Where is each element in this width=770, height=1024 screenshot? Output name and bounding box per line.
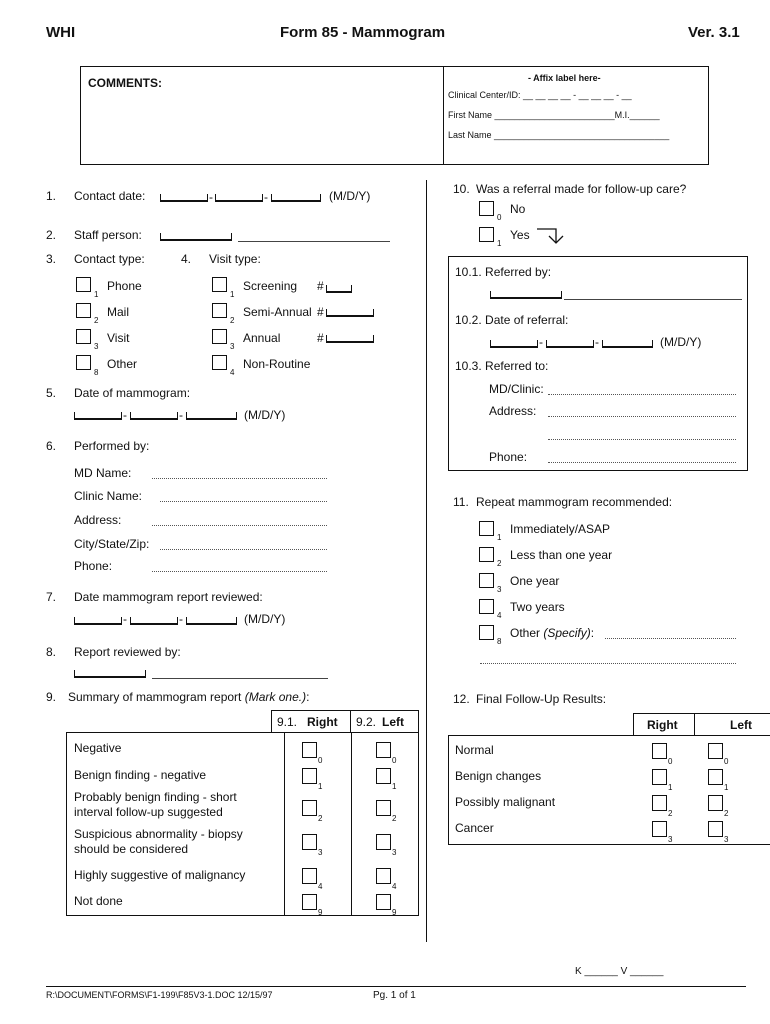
q12-label: Final Follow-Up Results: <box>476 692 607 706</box>
staff-name-field[interactable] <box>238 241 390 242</box>
q12-benign-right-checkbox[interactable] <box>652 769 667 785</box>
q9-suspicious-right-checkbox[interactable] <box>302 834 317 850</box>
mammo-date-day[interactable] <box>130 412 178 420</box>
contact-phone-label: Phone <box>107 279 142 293</box>
referral-date-month[interactable] <box>490 340 538 348</box>
contact-other-label: Other <box>107 357 138 371</box>
q12-possibly-malignant-left-checkbox[interactable] <box>708 795 723 811</box>
repeat-two-years-checkbox[interactable] <box>479 599 494 614</box>
repeat-other-specify-field-2[interactable] <box>480 663 736 664</box>
q12-number: 12. <box>453 692 470 706</box>
last-name-field[interactable]: Last Name ___________________________________ <box>448 130 670 140</box>
q6-label: Performed by: <box>74 439 150 453</box>
q9-row-label: Probably benign finding - short <box>74 790 237 804</box>
q9-left-header: Left <box>382 715 404 729</box>
q9-highly-suggestive-left-checkbox[interactable] <box>376 868 391 884</box>
q12-row-label: Normal <box>455 743 494 757</box>
q8-label: Report reviewed by: <box>74 645 181 659</box>
referral-address-field[interactable] <box>548 416 736 417</box>
q12-normal-right-checkbox[interactable] <box>652 743 667 759</box>
visit-screening-checkbox[interactable] <box>212 277 227 292</box>
visit-annual-checkbox[interactable] <box>212 329 227 344</box>
q9-probably-benign-left-checkbox[interactable] <box>376 800 391 816</box>
report-date-month[interactable] <box>74 617 122 625</box>
file-path: R:\DOCUMENT\FORMS\F1-199\F85V3-1.DOC 12/15/97 <box>46 990 273 1000</box>
form-version: Ver. 3.1 <box>688 24 740 41</box>
report-date-day[interactable] <box>130 617 178 625</box>
reviewer-name-field[interactable] <box>152 678 328 679</box>
semiannual-number-field[interactable] <box>326 309 374 317</box>
visit-annual-label: Annual <box>243 331 281 345</box>
q5-number: 5. <box>46 386 57 400</box>
visit-semiannual-label: Semi-Annual <box>243 305 312 319</box>
contact-visit-checkbox[interactable] <box>76 329 91 344</box>
q10-label: Was a referral made for follow-up care? <box>476 182 687 196</box>
q9-not-done-left-checkbox[interactable] <box>376 894 391 910</box>
first-name-field[interactable]: First Name ________________________M.I.______ <box>448 110 660 120</box>
clinic-name-label: Clinic Name: <box>74 489 143 503</box>
staff-id-field[interactable] <box>160 233 232 241</box>
q9-negative-right-checkbox[interactable] <box>302 742 317 758</box>
q9-row-label: Benign finding - negative <box>74 768 207 782</box>
q9-row-label: should be considered <box>74 842 189 856</box>
q5-label: Date of mammogram: <box>74 386 191 400</box>
referral-yes-label: Yes <box>510 228 530 242</box>
referral-address-label: Address: <box>489 404 537 418</box>
q9-row-label: Highly suggestive of malignancy <box>74 868 246 882</box>
comments-box <box>80 66 709 165</box>
q9-row-label: Suspicious abnormality - biopsy <box>74 827 243 841</box>
contact-mail-label: Mail <box>107 305 130 319</box>
q7-label: Date mammogram report reviewed: <box>74 590 263 604</box>
city-state-zip-field[interactable] <box>160 549 327 550</box>
q9-probably-benign-right-checkbox[interactable] <box>302 800 317 816</box>
column-divider <box>426 180 427 942</box>
q9-row-label: Negative <box>74 741 122 755</box>
q9-suspicious-left-checkbox[interactable] <box>376 834 391 850</box>
q9-row-label: Not done <box>74 894 123 908</box>
contact-visit-label: Visit <box>107 331 130 345</box>
referral-no-checkbox[interactable] <box>479 201 494 216</box>
contact-date-year[interactable] <box>271 194 321 202</box>
contact-date-day[interactable] <box>215 194 263 202</box>
repeat-other-specify-field[interactable] <box>605 638 736 639</box>
q12-row-label: Benign changes <box>455 769 542 783</box>
md-clinic-label: MD/Clinic: <box>489 382 544 396</box>
visit-nonroutine-label: Non-Routine <box>243 357 311 371</box>
address-field[interactable] <box>152 525 327 526</box>
q9-benign-right-checkbox[interactable] <box>302 768 317 784</box>
arrow-down-icon <box>536 224 570 246</box>
referral-phone-label: Phone: <box>489 450 528 464</box>
referral-date-year[interactable] <box>602 340 653 348</box>
referred-to-label: 10.3. Referred to: <box>455 359 549 373</box>
referral-address-field-2[interactable] <box>548 439 736 440</box>
md-name-label: MD Name: <box>74 466 132 480</box>
reviewer-id-field[interactable] <box>74 670 146 678</box>
referred-by-label: 10.1. Referred by: <box>455 265 552 279</box>
q7-format: (M/D/Y) <box>244 612 286 626</box>
q9-not-done-right-checkbox[interactable] <box>302 894 317 910</box>
annual-number-field[interactable] <box>326 335 374 343</box>
repeat-other-checkbox[interactable] <box>479 625 494 640</box>
report-date-year[interactable] <box>186 617 237 625</box>
city-state-zip-label: City/State/Zip: <box>74 537 150 551</box>
mammo-date-month[interactable] <box>74 412 122 420</box>
q5-format: (M/D/Y) <box>244 408 286 422</box>
kv-field[interactable]: K ______ V ______ <box>575 966 664 977</box>
q4-number: 4. <box>181 252 192 266</box>
q11-number: 11. <box>453 495 469 509</box>
clinic-name-field[interactable] <box>160 501 327 502</box>
q9-label: Summary of mammogram report (Mark one.): <box>68 690 310 704</box>
repeat-other-label: Other (Specify): <box>510 626 595 640</box>
q8-number: 8. <box>46 645 57 659</box>
phone-field[interactable] <box>152 571 327 572</box>
contact-other-checkbox[interactable] <box>76 355 91 370</box>
q2-label: Staff person: <box>74 228 142 242</box>
referral-no-label: No <box>510 202 526 216</box>
q12-row-label: Cancer <box>455 821 494 835</box>
repeat-two-years-label: Two years <box>510 600 565 614</box>
q6-number: 6. <box>46 439 57 453</box>
q1-number: 1. <box>46 189 57 203</box>
referred-by-name-field[interactable] <box>564 299 742 300</box>
q4-label: Visit type: <box>209 252 261 266</box>
date-of-referral-label: 10.2. Date of referral: <box>455 313 569 327</box>
q12-cancer-left-checkbox[interactable] <box>708 821 723 837</box>
visit-nonroutine-checkbox[interactable] <box>212 355 227 370</box>
phone-label: Phone: <box>74 559 113 573</box>
visit-semiannual-checkbox[interactable] <box>212 303 227 318</box>
q12-benign-left-checkbox[interactable] <box>708 769 723 785</box>
q9-negative-left-checkbox[interactable] <box>376 742 391 758</box>
q3-number: 3. <box>46 252 57 266</box>
repeat-less-than-year-checkbox[interactable] <box>479 547 494 562</box>
q12-possibly-malignant-right-checkbox[interactable] <box>652 795 667 811</box>
q1-label: Contact date: <box>74 189 146 203</box>
md-name-field[interactable] <box>152 478 327 479</box>
q9-highly-suggestive-right-checkbox[interactable] <box>302 868 317 884</box>
contact-mail-checkbox[interactable] <box>76 303 91 318</box>
q12-right-header: Right <box>647 718 678 732</box>
referred-by-id-field[interactable] <box>490 291 562 299</box>
form-org: WHI <box>46 24 76 41</box>
form-title: Form 85 - Mammogram <box>280 24 446 41</box>
repeat-immediately-checkbox[interactable] <box>479 521 494 536</box>
repeat-immediately-label: Immediately/ASAP <box>510 522 611 536</box>
clinical-center-field[interactable]: Clinical Center/ID: __ __ __ __ - __ __ __ - __ <box>448 90 632 100</box>
q9-right-header: Right <box>307 715 338 729</box>
referral-yes-checkbox[interactable] <box>479 227 494 242</box>
page-number: Pg. 1 of 1 <box>373 990 416 1001</box>
q12-row-label: Possibly malignant <box>455 795 556 809</box>
repeat-one-year-label: One year <box>510 574 560 588</box>
q2-number: 2. <box>46 228 57 242</box>
q10-number: 10. <box>453 182 470 196</box>
q12-cancer-right-checkbox[interactable] <box>652 821 667 837</box>
q7-number: 7. <box>46 590 57 604</box>
contact-phone-checkbox[interactable] <box>76 277 91 292</box>
q12-normal-left-checkbox[interactable] <box>708 743 723 759</box>
screening-number-field[interactable] <box>326 285 352 293</box>
md-clinic-field[interactable] <box>548 394 736 395</box>
q12-left-header: Left <box>730 718 752 732</box>
affix-label: - Affix label here- <box>528 73 601 83</box>
q9-number: 9. <box>46 690 57 704</box>
referral-phone-field[interactable] <box>548 462 736 463</box>
mammo-date-year[interactable] <box>186 412 237 420</box>
visit-screening-label: Screening <box>243 279 298 293</box>
q1-format: (M/D/Y) <box>329 189 371 203</box>
contact-date-month[interactable] <box>160 194 208 202</box>
q3-label: Contact type: <box>74 252 145 266</box>
referral-date-day[interactable] <box>546 340 594 348</box>
repeat-one-year-checkbox[interactable] <box>479 573 494 588</box>
address-label: Address: <box>74 513 122 527</box>
repeat-less-than-year-label: Less than one year <box>510 548 613 562</box>
comments-label: COMMENTS: <box>88 76 162 90</box>
q9-row-label: interval follow-up suggested <box>74 805 223 819</box>
q11-label: Repeat mammogram recommended: <box>476 495 673 509</box>
q9-table <box>66 732 419 916</box>
q10-format: (M/D/Y) <box>660 335 702 349</box>
q9-benign-left-checkbox[interactable] <box>376 768 391 784</box>
